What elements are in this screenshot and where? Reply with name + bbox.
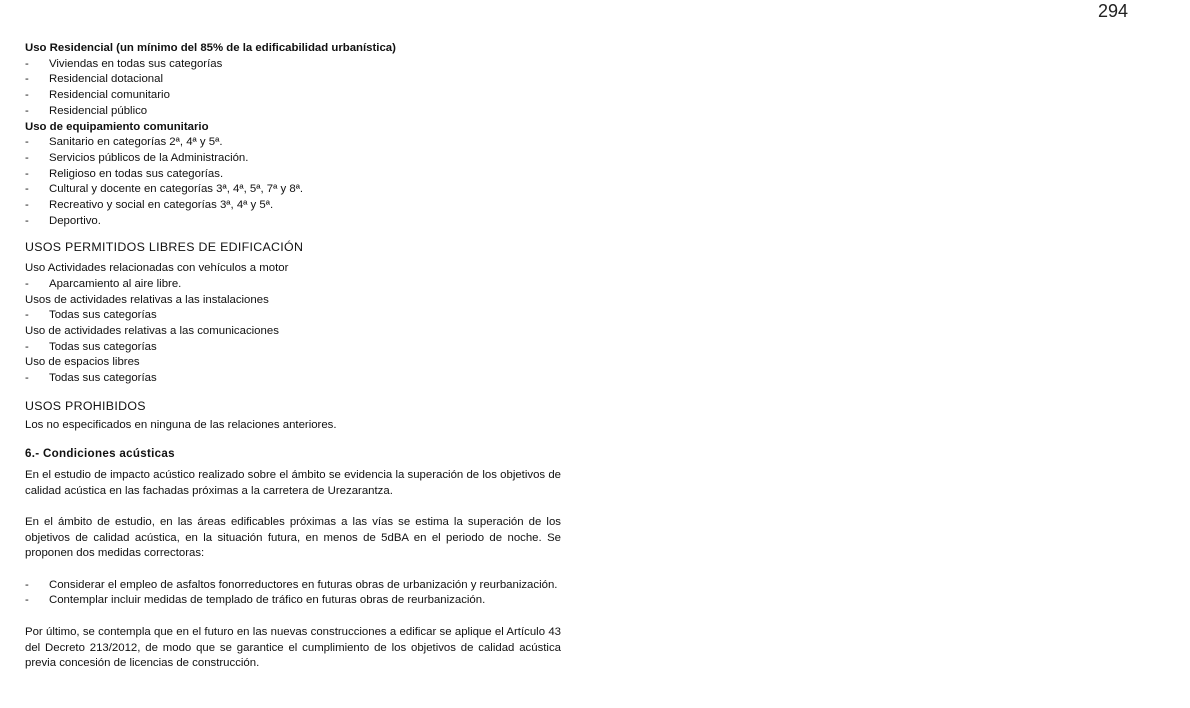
paragraph-gap — [25, 562, 561, 578]
dash: - — [25, 372, 29, 385]
list-item — [25, 371, 561, 387]
paragraph-gap — [25, 609, 561, 625]
list-item — [25, 57, 561, 73]
list-item — [25, 182, 561, 198]
list-item-text: Residencial comunitario — [49, 89, 170, 102]
permitted-group-title: Uso Actividades relacionadas con vehículos a motor — [25, 262, 289, 275]
list-item — [25, 151, 561, 167]
list-item-text: Todas sus categorías — [49, 309, 157, 322]
dash: - — [25, 73, 29, 86]
acoustic-paragraph-3: Por último, se contempla que en el futuro en las nuevas construcciones a edificar se aplique el Artículo 43 del Decreto 213/2012, de modo que se garantice el cumplimiento de los objetivos de calidad acústica previa concesión de licencias de construcción. — [25, 625, 561, 670]
equipment-heading: Uso de equipamiento comunitario — [25, 120, 209, 133]
dash: - — [25, 167, 29, 180]
dash: - — [25, 57, 29, 70]
dash: - — [25, 578, 29, 591]
permitted-group-title: Uso de actividades relativas a las comunicaciones — [25, 324, 279, 337]
permitted-heading: USOS PERMITIDOS LIBRES DE EDIFICACIÓN — [25, 240, 304, 255]
dash: - — [25, 309, 29, 322]
list-item — [25, 167, 561, 183]
document-body — [25, 41, 561, 672]
list-item-text: Deportivo. — [49, 214, 101, 227]
dash: - — [25, 136, 29, 149]
list-item-text: Residencial público — [49, 104, 148, 117]
list-item — [25, 277, 561, 293]
list-item-text: Sanitario en categorías 2ª, 4ª y 5ª. — [49, 136, 223, 149]
prohibited-heading: USOS PROHIBIDOS — [25, 398, 146, 413]
permitted-group-title: Usos de actividades relativas a las instalaciones — [25, 293, 269, 306]
paragraph-gap — [25, 499, 561, 515]
list-item-text: Cultural y docente en categorías 3ª, 4ª, 5ª, 7ª y 8ª. — [49, 183, 304, 196]
list-item-text: Aparcamiento al aire libre. — [49, 277, 182, 290]
dash: - — [25, 199, 29, 212]
dash: - — [25, 594, 29, 607]
dash: - — [25, 340, 29, 353]
list-item-text: Residencial dotacional — [49, 73, 163, 86]
list-item-text: Todas sus categorías — [49, 372, 157, 385]
prohibited-text: Los no especificados en ninguna de las relaciones anteriores. — [25, 419, 337, 432]
dash: - — [25, 151, 29, 164]
list-item — [25, 198, 561, 214]
list-item-text: Religioso en todas sus categorías. — [49, 167, 224, 180]
acoustic-paragraph-2: En el ámbito de estudio, en las áreas edificables próximas a las vías se estima la superación de los objetivos de calidad acústica, en la situación futura, en menos de 5dBA en el periodo de noche. Se proponen dos medidas correctoras: — [25, 515, 561, 560]
permitted-group-title: Uso de espacios libres — [25, 356, 140, 369]
page-number: 294 — [1098, 1, 1129, 21]
list-item-text: Viviendas en todas sus categorías — [49, 57, 223, 70]
dash: - — [25, 183, 29, 196]
measure-item — [25, 578, 561, 594]
measure-text: Contemplar incluir medidas de templado de tráfico en futuras obras de reurbanización. — [49, 594, 486, 607]
list-item-text: Recreativo y social en categorías 3ª, 4ª y 5ª. — [49, 199, 274, 212]
measure-item — [25, 593, 561, 609]
acoustic-heading: 6.- Condiciones acústicas — [25, 447, 175, 461]
list-item — [25, 104, 561, 120]
dash: - — [25, 214, 29, 227]
list-item-text: Todas sus categorías — [49, 340, 157, 353]
list-item-text: Servicios públicos de la Administración. — [49, 151, 249, 164]
dash: - — [25, 89, 29, 102]
dash: - — [25, 104, 29, 117]
list-item — [25, 340, 561, 356]
list-item — [25, 135, 561, 151]
list-item — [25, 72, 561, 88]
residential-heading: Uso Residencial (un mínimo del 85% de la edificabilidad urbanística) — [25, 42, 396, 54]
list-item — [25, 88, 561, 104]
list-item — [25, 214, 561, 230]
dash: - — [25, 277, 29, 290]
acoustic-paragraph-1: En el estudio de impacto acústico realizado sobre el ámbito se evidencia la superación de los objetivos de calidad acústica en las fachadas próximas a la carretera de Urezarantza. — [25, 468, 561, 497]
measure-text: Considerar el empleo de asfaltos fonorreductores en futuras obras de urbanización y reurbanización. — [49, 578, 558, 591]
list-item — [25, 308, 561, 324]
